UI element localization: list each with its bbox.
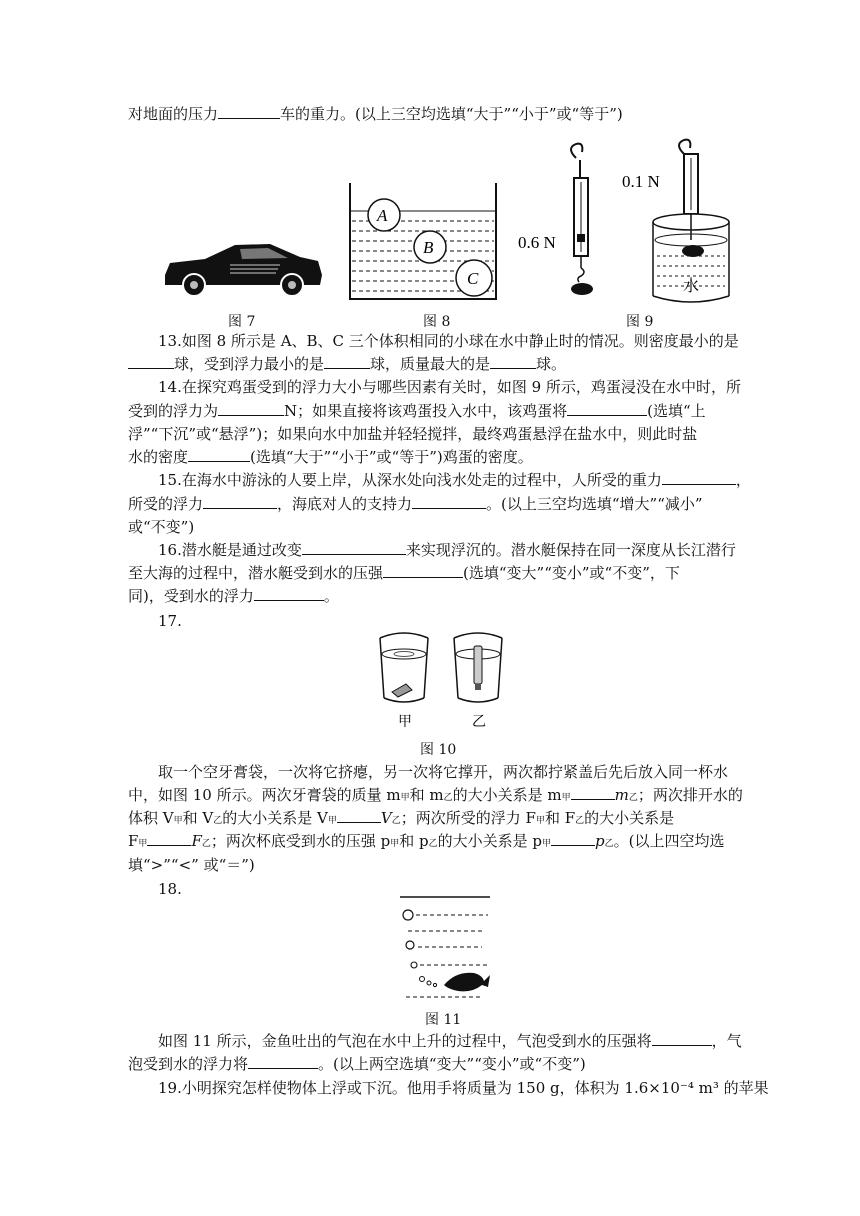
text: 16.潜水艇是通过改变 xyxy=(158,541,302,559)
text: ；两次排开水的 xyxy=(637,786,743,804)
cup-jia-label: 甲 xyxy=(398,715,412,730)
text: F xyxy=(128,832,139,850)
subscript: 甲 xyxy=(400,793,410,803)
text: 体积 V xyxy=(128,809,174,827)
text: 水的密度 xyxy=(128,448,189,466)
subscript: 甲 xyxy=(173,816,183,826)
text: 。 xyxy=(323,587,339,605)
text: 。(以上三空均选填“增大”“减小” xyxy=(486,495,703,513)
text: (选填“大于”“小于”或“等于”)鸡蛋的密度。 xyxy=(250,448,533,466)
text: 对地面的压力 xyxy=(128,105,219,123)
answer-blank[interactable] xyxy=(248,1054,318,1069)
answer-blank[interactable] xyxy=(551,831,595,846)
figure-8-beaker xyxy=(346,183,501,303)
figure-11-goldfish-bubbles xyxy=(398,893,494,1005)
text: ，气 xyxy=(711,1032,742,1050)
text: 15.在海水中游泳的人要上岸，从深水处向浅水处走的过程中，人所受的重力 xyxy=(158,471,662,489)
q17-number xyxy=(158,611,182,631)
text: 球。 xyxy=(536,355,567,373)
text: 14.在探究鸡蛋受到的浮力大小与哪些因素有关时，如图 9 所示，鸡蛋浸没在水中时，所 xyxy=(158,378,741,396)
answer-blank[interactable] xyxy=(203,494,277,509)
text: 19.小明探究怎样使物体上浮或下沉。他用手将质量为 150 g，体积为 1.6×10⁻⁴ m³ 的苹果 xyxy=(158,1079,769,1097)
text: 球，质量最大的是 xyxy=(370,355,491,373)
answer-blank[interactable] xyxy=(147,831,191,846)
q15-line-1 xyxy=(158,470,751,490)
answer-blank[interactable] xyxy=(188,447,250,462)
text: N；如果直接将该鸡蛋投入水中，该鸡蛋将 xyxy=(284,402,568,420)
text: ， xyxy=(735,471,751,489)
subscript: 甲 xyxy=(138,839,148,849)
text: 来实现浮沉的。潜水艇保持在同一深度从长江潜行 xyxy=(405,541,736,559)
answer-blank[interactable] xyxy=(490,354,536,369)
subscript: 甲 xyxy=(390,839,400,849)
q14-line-3 xyxy=(128,424,697,444)
text: 。(以上两空选填“变大”“变小”或“不变”) xyxy=(318,1055,586,1073)
subscript: 乙 xyxy=(443,793,453,803)
text: 或“不变”) xyxy=(128,518,195,536)
figure-11-caption: 图 11 xyxy=(425,1012,462,1028)
answer-blank[interactable] xyxy=(337,808,381,823)
text: 泡受到水的浮力将 xyxy=(128,1055,249,1073)
text: 受到的浮力为 xyxy=(128,402,219,420)
q17-line-2: 中，如图 10 所示。两次牙膏袋的质量 m甲和 m乙的大小关系是 m甲 m乙；两次排开水的 xyxy=(128,786,743,804)
text: 的大小关系是 V xyxy=(222,809,328,827)
q18-number xyxy=(158,879,182,899)
q18-line-1 xyxy=(158,1031,742,1051)
text: 取一个空牙膏袋，一次将它挤瘪，另一次将它撑开，两次都拧紧盖后先后放入同一杯水 xyxy=(158,763,729,781)
q17-line-3: 体积 V甲和 V乙的大小关系是 V甲 V乙；两次所受的浮力 F甲和 F乙的大小关系是 xyxy=(128,809,675,827)
figure-10-caption: 图 10 xyxy=(420,742,457,758)
reading-water: 0.1 N xyxy=(622,172,660,191)
q16-line-2 xyxy=(128,563,680,583)
text: 17. xyxy=(158,612,182,630)
subscript: 乙 xyxy=(391,816,401,826)
q14-line-4 xyxy=(128,447,533,467)
subscript: 乙 xyxy=(428,839,438,849)
text: 浮”“下沉”或“悬浮”)；如果向水中加盐并轻轻搅拌，最终鸡蛋悬浮在盐水中，则此时盐 xyxy=(128,425,698,443)
subscript: 乙 xyxy=(575,816,585,826)
answer-blank[interactable] xyxy=(218,401,284,416)
figure-10-cups xyxy=(374,628,509,733)
subscript: 乙 xyxy=(628,793,638,803)
q13-line-2 xyxy=(128,354,566,374)
text: (选填“上 xyxy=(647,402,706,420)
text: 和 F xyxy=(544,809,576,827)
text: 和 m xyxy=(409,786,444,804)
text: 和 p xyxy=(399,832,429,850)
q18-line-2 xyxy=(128,1054,586,1074)
figure-7-caption: 图 7 xyxy=(228,314,256,330)
subscript: 乙 xyxy=(213,816,223,826)
text: 18. xyxy=(158,880,182,898)
answer-blank[interactable] xyxy=(254,586,324,601)
q15-line-2 xyxy=(128,494,703,514)
answer-blank[interactable] xyxy=(302,540,406,555)
answer-blank[interactable] xyxy=(383,563,463,578)
answer-blank[interactable] xyxy=(567,401,647,416)
subscript: 甲 xyxy=(327,816,337,826)
answer-blank[interactable] xyxy=(412,494,486,509)
answer-blank[interactable] xyxy=(128,354,174,369)
answer-blank[interactable] xyxy=(662,470,736,485)
q14-line-2 xyxy=(128,401,706,421)
text: 。(以上四空均选 xyxy=(613,832,725,850)
text: 如图 11 所示，金鱼吐出的气泡在水中上升的过程中，气泡受到水的压强将 xyxy=(158,1032,652,1050)
text: 的大小关系是 m xyxy=(452,786,562,804)
answer-blank[interactable] xyxy=(218,104,280,119)
ball-c-label: C xyxy=(467,269,479,288)
q17-line-5 xyxy=(128,855,255,875)
subscript: 甲 xyxy=(542,839,552,849)
figure-9-caption: 图 9 xyxy=(626,314,654,330)
q17-line-1 xyxy=(158,762,728,782)
q12-tail xyxy=(128,104,623,124)
text: ；两次所受的浮力 F xyxy=(400,809,536,827)
text: 的大小关系是 p xyxy=(437,832,543,850)
q17-line-4: F甲 F乙；两次杯底受到水的压强 p甲和 p乙的大小关系是 p甲 p乙。(以上四空均选 xyxy=(128,832,725,850)
text: ；两次杯底受到水的压强 p xyxy=(210,832,391,850)
answer-blank[interactable] xyxy=(571,785,615,800)
water-label: 水 xyxy=(683,278,700,295)
figure-9-spring-scales xyxy=(518,140,738,305)
text: 和 V xyxy=(182,809,214,827)
cup-yi-label: 乙 xyxy=(472,715,486,730)
subscript: 乙 xyxy=(201,839,211,849)
text: (选填“变大”“变小”或“不变”，下 xyxy=(463,564,680,582)
text: 13.如图 8 所示是 A、B、C 三个体积相同的小球在水中静止时的情况。则密度最小的是 xyxy=(158,332,739,350)
subscript: 乙 xyxy=(604,839,614,849)
q16-line-1 xyxy=(158,540,736,560)
text: 所受的浮力 xyxy=(128,495,204,513)
ball-b-label: B xyxy=(423,238,434,257)
q19-line-1 xyxy=(158,1078,769,1098)
text: 同)，受到水的浮力 xyxy=(128,587,254,605)
subscript: 甲 xyxy=(561,793,571,803)
text: 的大小关系是 xyxy=(584,809,675,827)
text: 球，受到浮力最小的是 xyxy=(174,355,325,373)
reading-air: 0.6 N xyxy=(518,233,556,252)
ball-a-label: A xyxy=(377,206,388,225)
text: ，海底对人的支持力 xyxy=(277,495,413,513)
subscript: 甲 xyxy=(535,816,545,826)
answer-blank[interactable] xyxy=(324,354,370,369)
figure-8-caption: 图 8 xyxy=(423,314,451,330)
q14-line-1 xyxy=(158,377,741,397)
answer-blank[interactable] xyxy=(652,1031,712,1046)
figure-7-car xyxy=(160,235,325,300)
text: 中，如图 10 所示。两次牙膏袋的质量 m xyxy=(128,786,401,804)
text: 填“>”“<” 或“＝”) xyxy=(128,856,255,874)
q13-line-1 xyxy=(158,331,739,351)
text: 车的重力。(以上三空均选填“大于”“小于”或“等于”) xyxy=(280,105,623,123)
q16-line-3 xyxy=(128,586,339,606)
q15-line-3 xyxy=(128,517,194,537)
text: 至大海的过程中，潜水艇受到水的压强 xyxy=(128,564,384,582)
